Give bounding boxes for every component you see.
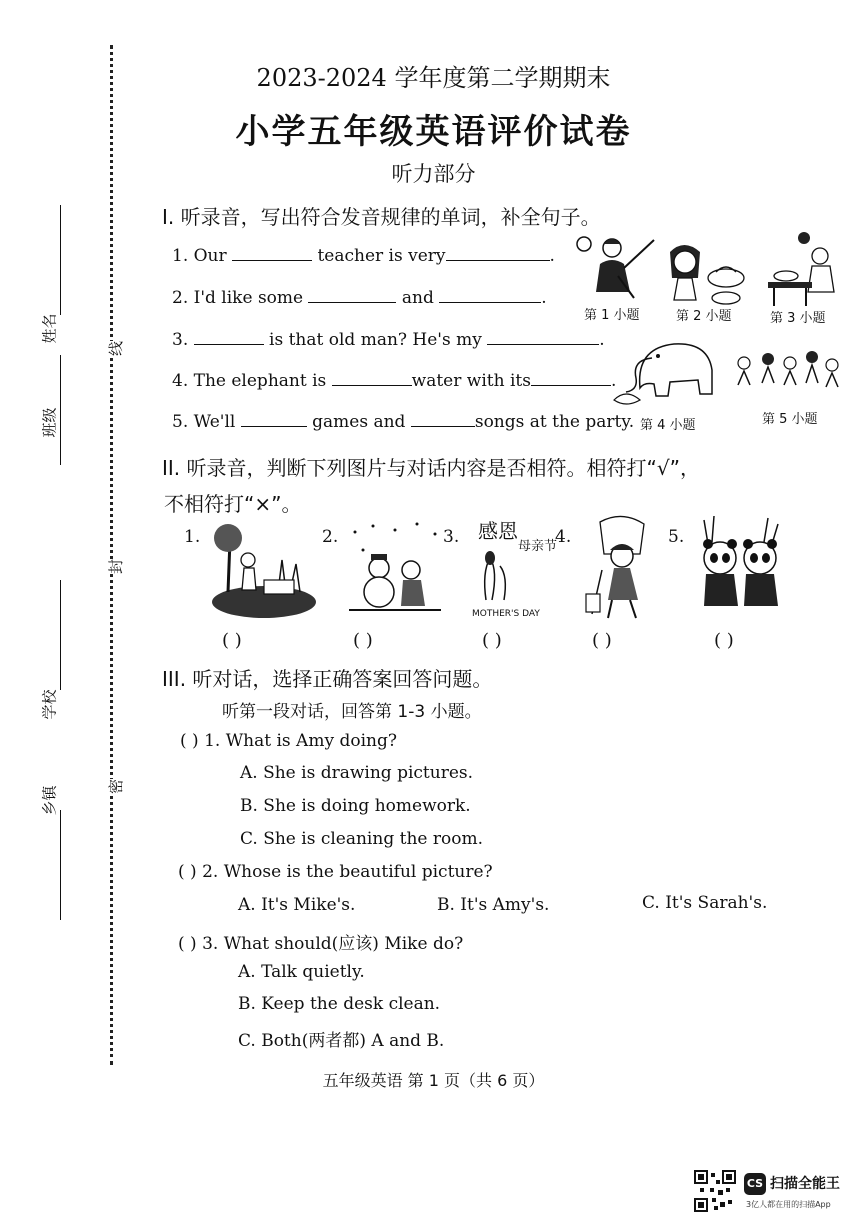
party-kids-picture	[732, 345, 844, 395]
card-text-top: 感恩	[478, 519, 518, 543]
answer-paren[interactable]: ( )	[180, 731, 199, 751]
q5-text-b: games and	[306, 412, 411, 432]
option-b: B. Keep the desk clean.	[238, 994, 441, 1014]
pic-number-3: 3.	[443, 527, 460, 547]
q1-text-c: .	[549, 246, 555, 266]
question-3-2	[178, 862, 493, 882]
answer-paren[interactable]: ( )	[178, 934, 197, 954]
teacher-picture	[574, 232, 660, 302]
part-heading: 听力部分	[391, 162, 476, 186]
elephant-picture	[612, 330, 720, 410]
option-a: A. She is drawing pictures.	[240, 763, 474, 783]
caption-4: 第 4 小题	[640, 418, 696, 433]
caption-5: 第 5 小题	[762, 412, 818, 427]
girl-with-umbrella-picture	[578, 514, 664, 622]
option-c: C. Both(两者都) A and B.	[238, 1031, 445, 1051]
q1-text-b: teacher is very	[312, 246, 446, 266]
answer-paren[interactable]: ( )	[178, 862, 197, 882]
answer-paren-2[interactable]: ( )	[353, 630, 373, 651]
option-a: A. Talk quietly.	[238, 962, 365, 982]
question-3-3	[178, 929, 463, 954]
q4-text-a: 4. The elephant is	[172, 371, 332, 391]
question-text: 1. What is Amy doing?	[204, 731, 397, 751]
school-line	[60, 580, 61, 690]
garden-planting-picture	[208, 520, 320, 620]
name-line	[60, 205, 61, 315]
caption-1: 第 1 小题	[584, 308, 640, 323]
answer-blank[interactable]	[446, 246, 550, 261]
answer-blank[interactable]	[308, 288, 396, 303]
answer-blank[interactable]	[232, 246, 312, 261]
q3-text-c: .	[599, 330, 605, 350]
question-text: 2. Whose is the beautiful picture?	[202, 862, 493, 882]
question-1-2	[172, 288, 547, 308]
q4-text-c: .	[610, 371, 617, 391]
pic-number-1: 1.	[184, 527, 201, 547]
question-1-1	[172, 246, 555, 266]
town-line	[60, 810, 61, 920]
option-c: C. She is cleaning the room.	[240, 829, 483, 849]
answer-blank[interactable]	[241, 412, 307, 427]
q4-text-b: water with its	[411, 371, 531, 391]
option-a: A. It's Mike's.	[238, 895, 356, 915]
class-label: 班级	[40, 407, 59, 438]
caption-2: 第 2 小题	[676, 309, 732, 324]
answer-blank[interactable]	[439, 288, 541, 303]
page-title: 小学五年级英语评价试卷	[235, 112, 632, 152]
school-label: 学校	[40, 689, 59, 720]
caption-3: 第 3 小题	[770, 311, 826, 326]
answer-blank[interactable]	[194, 330, 264, 345]
watermark-brand: 扫描全能王	[770, 1176, 840, 1192]
answer-blank[interactable]	[531, 371, 611, 386]
q2-text-b: and	[396, 288, 440, 308]
question-1-3	[172, 330, 605, 350]
question-1-4	[172, 371, 616, 391]
line-mark: 线	[107, 340, 126, 357]
snowman-picture	[345, 520, 445, 616]
town-label: 乡镇	[40, 785, 59, 816]
answer-paren-4[interactable]: ( )	[592, 630, 612, 651]
q1-text-a: 1. Our	[172, 246, 233, 266]
question-3-1	[180, 731, 397, 751]
page-footer: 五年级英语 第 1 页（共 6 页）	[322, 1071, 545, 1090]
q5-text-c: songs at the party.	[474, 412, 635, 432]
girl-food-picture	[664, 238, 748, 306]
q2-text-c: .	[541, 288, 547, 308]
answer-blank[interactable]	[411, 412, 475, 427]
section-2-title-line1: II. 听录音，判断下列图片与对话内容是否相符。相符打“√”，	[162, 456, 700, 480]
section-2-title-line2: 不相符打“×”。	[164, 492, 302, 516]
q3-text-a: 3.	[172, 330, 194, 350]
term-heading: 2023-2024 学年度第二学期期末	[256, 64, 611, 92]
answer-blank[interactable]	[487, 330, 599, 345]
seal-mark: 封	[107, 558, 126, 575]
watermark-subtitle: 3亿人都在用的扫描App	[746, 1200, 831, 1209]
qr-code-icon	[694, 1170, 736, 1212]
name-label: 姓名	[40, 313, 59, 344]
class-line	[60, 355, 61, 465]
section-3-title: III. 听对话，选择正确答案回答问题。	[162, 667, 493, 691]
option-c: C. It's Sarah's.	[642, 893, 768, 913]
question-text: 3. What should(应该) Mike do?	[202, 934, 464, 954]
answer-paren-3[interactable]: ( )	[482, 630, 502, 651]
mothers-day-card-picture	[468, 516, 560, 622]
q2-text-a: 2. I'd like some	[172, 288, 309, 308]
question-1-5	[172, 412, 634, 432]
section-1-title: I. 听录音，写出符合发音规律的单词，补全句子。	[162, 205, 601, 229]
option-b: B. It's Amy's.	[437, 895, 550, 915]
card-text-bottom: MOTHER'S DAY	[472, 609, 540, 619]
secret-mark: 密	[107, 778, 126, 795]
q3-text-b: is that old man? He's my	[263, 330, 488, 350]
card-text-side: 母亲节	[518, 539, 558, 554]
section-3-intro: 听第一段对话，回答第 1-3 小题。	[222, 702, 482, 722]
pandas-picture	[694, 514, 790, 610]
answer-paren-5[interactable]: ( )	[714, 630, 734, 651]
dotted-cut-line	[110, 45, 113, 1065]
answer-paren-1[interactable]: ( )	[222, 630, 242, 651]
pic-number-4: 4.	[555, 527, 572, 547]
grandpa-cooking-picture	[764, 226, 844, 308]
pic-number-2: 2.	[322, 527, 339, 547]
camscanner-logo-icon: CS	[744, 1173, 766, 1195]
q5-text-a: 5. We'll	[172, 412, 241, 432]
pic-number-5: 5.	[668, 527, 685, 547]
option-b: B. She is doing homework.	[240, 796, 471, 816]
answer-blank[interactable]	[332, 371, 412, 386]
